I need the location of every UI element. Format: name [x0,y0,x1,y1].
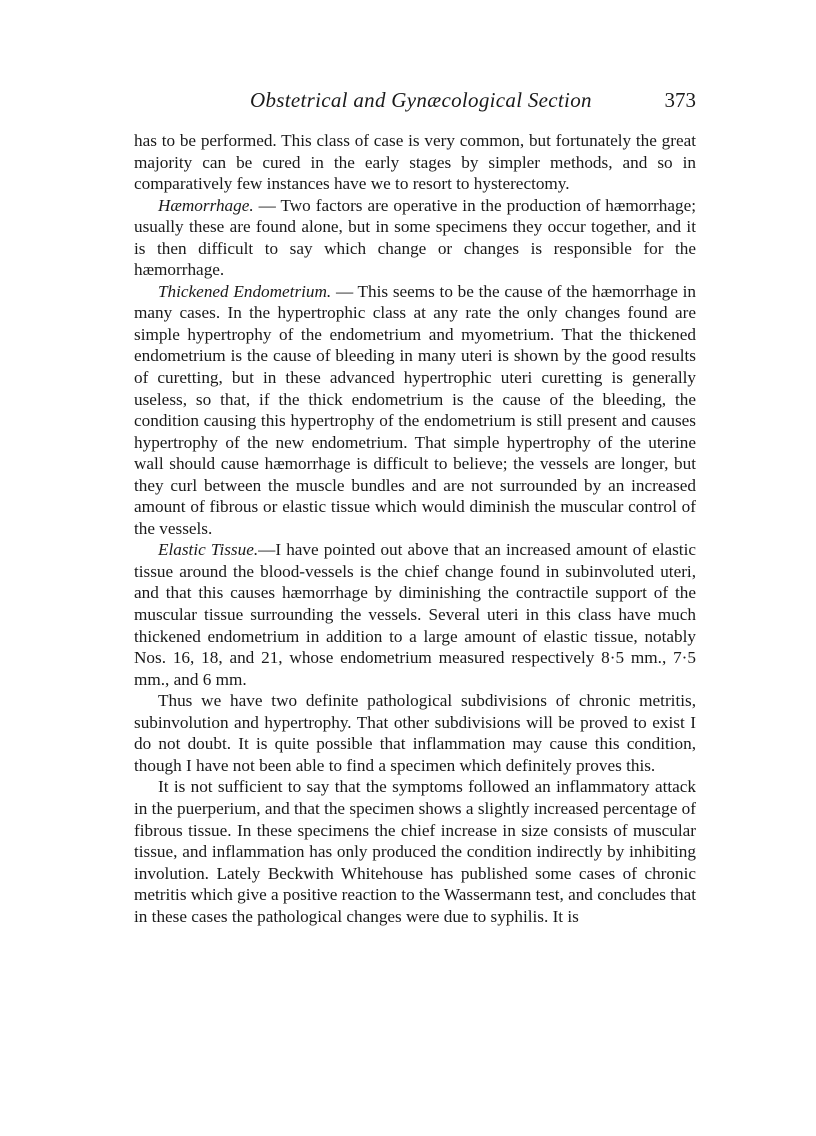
paragraph-continuation: has to be performed. This class of case is very common, but fortunately the great majority can be cured in the early stages by simpler methods, and so in comparatively few instances have we to resort to hysterectomy. [134,131,696,194]
section-heading-haemorrhage: Hæmorrhage. [158,195,254,215]
section-heading-elastic-tissue: Elastic Tissue. [158,540,259,560]
running-title: Obstetrical and Gynæcological Section [250,88,592,112]
paragraph-thickened-endometrium [134,281,696,540]
paragraph-elastic-tissue [134,539,696,690]
running-head [134,88,696,122]
paragraph-haemorrhage [134,195,696,281]
paragraph-haemorrhage-text: — Two factors are operative in the production of hæmorrhage; usually these are found alone, but in some specimens they occur together, and it is then difficult to say which change or changes is responsible for the hæmorrhage. [134,195,696,280]
paragraph-thickened-endometrium-text: — This seems to be the cause of the hæmorrhage in many cases. In the hypertrophic class at any rate the only changes found are simple hypertrophy of the endometrium and myometrium. That the thickened endometrium is the cause of bleeding in many uteri is shown by the good results of curetting, but in these advanced hypertrophic uteri curetting is generally useless, so that, if the thick endometrium is the cause of the bleeding, the condition causing this hypertrophy of the endometrium is still present and causes hypertrophy of the new endometrium. That simple hypertrophy of the uterine wall should cause hæmorrhage is difficult to believe; the vessels are longer, but they curl between the muscle bundles and are not surrounded by an increased amount of fibrous or elastic tissue which would diminish the muscular control of the vessels. [134,281,696,538]
body-text [134,130,696,927]
section-heading-thickened-endometrium: Thickened Endometrium. [158,281,332,301]
paragraph-subdivisions: Thus we have two definite pathological subdivisions of chronic metritis, subinvolution and hypertrophy. That other subdivisions will be proved to exist I do not doubt. It is quite possible that inflammation may cause this condition, though I have not been able to find a specimen which definitely proves this. [134,691,696,775]
paragraph-elastic-tissue-text: —I have pointed out above that an increased amount of elastic tissue around the blood-vessels is the chief change found in subinvoluted uteri, and that this causes hæmorrhage by diminishing the contractile support of the muscular tissue surrounding the vessels. Several uteri in this class have much thickened endometrium in addition to a large amount of elastic tissue, notably Nos. 16, 18, and 21, whose endometrium measured respectively 8·5 mm., 7·5 mm., and 6 mm. [134,540,696,689]
paragraph-inflammation: It is not sufficient to say that the symptoms followed an inflammatory attack in the puerperium, and that the specimen shows a slightly increased percentage of fibrous tissue. In these specimens the chief increase in size consists of muscular tissue, and inflammation has only produced the condition indirectly by inhibiting involution. Lately Beckwith Whitehouse has published some cases of chronic metritis which give a positive reaction to the Wassermann test, and concludes that in these cases the pathological changes were due to syphilis. It is [134,777,696,926]
page-number: 373 [664,88,696,112]
